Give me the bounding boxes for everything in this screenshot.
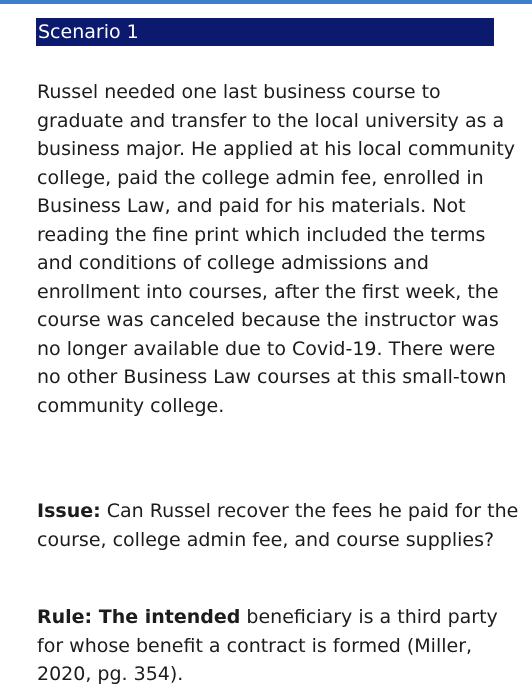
issue-text: Can Russel recover the fees he paid for the course, college admin fee, and course supplies?: [37, 500, 519, 551]
rule-text: beneficiary is a third party for whose benefit a contract is formed (Miller, 2020, pg. 354).: [37, 606, 498, 685]
rule-label: Rule: The intended: [37, 606, 241, 628]
scenario-paragraph: Russel needed one last business course to graduate and transfer to the local university as a business major. He applied at his local community college, paid the college admin fee, enrolled in Business Law, and paid for his materials. Not reading the fine print which included the terms and conditions of college admissions and enrollment into courses, after the first week, the course was canceled because the instructor was no longer available due to Covid-19. There were no other Business Law courses at this small-town community college.: [37, 81, 516, 417]
scenario-header-banner: [36, 18, 494, 46]
issue-paragraph: [37, 497, 519, 554]
issue-label: Issue:: [37, 500, 101, 522]
scenario-title: Scenario 1: [38, 20, 139, 43]
rule-paragraph: [37, 603, 519, 689]
top-divider: [0, 0, 532, 4]
